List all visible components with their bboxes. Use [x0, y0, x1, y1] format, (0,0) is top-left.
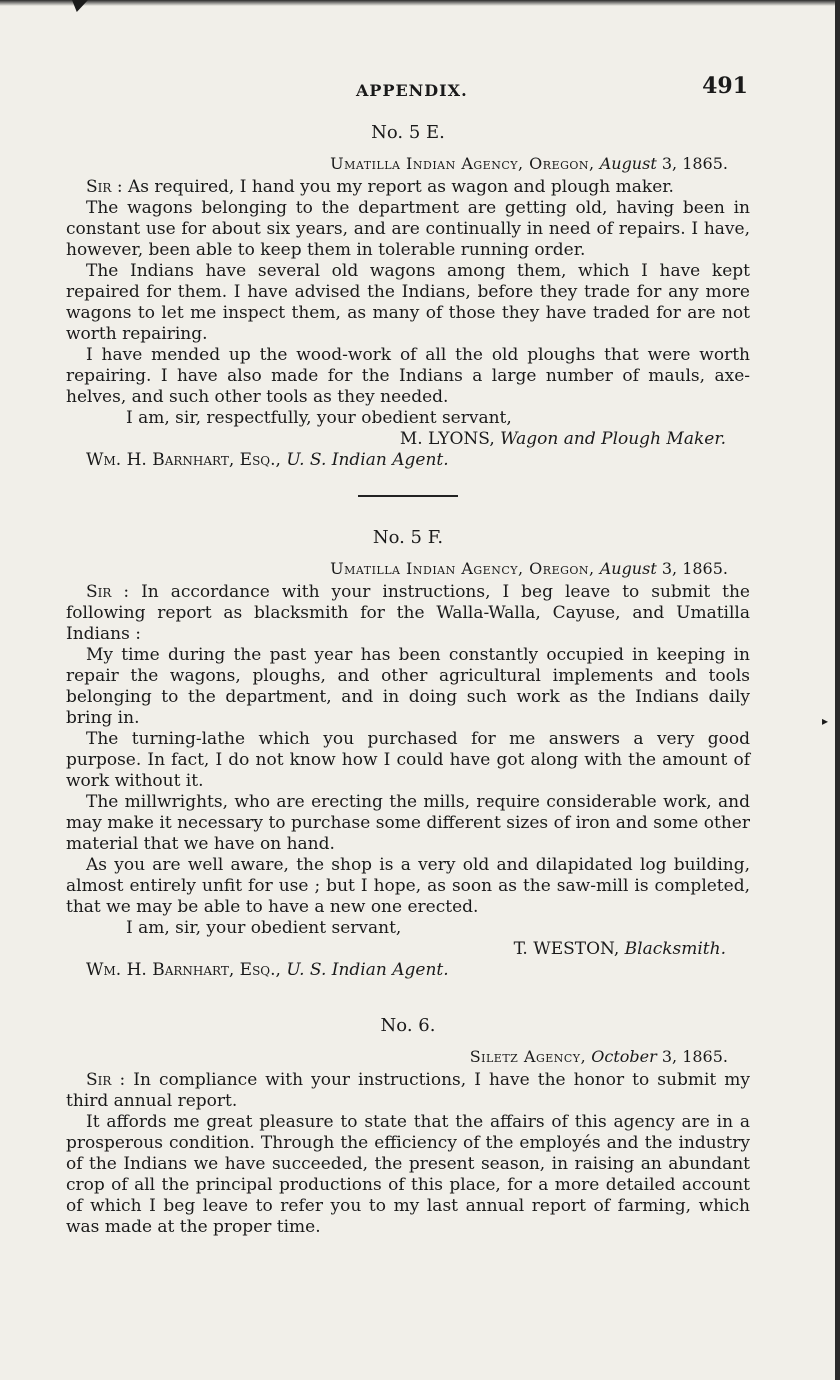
addressee-title: U. S. Indian Agent.: [286, 450, 449, 470]
addressee-name: Wm. H. Barnhart, Esq.,: [86, 960, 281, 980]
section-5f: [66, 527, 750, 981]
signature: [66, 429, 750, 450]
section-divider: [358, 495, 458, 497]
paragraph: The Indians have several old wagons among them, which I have kept repaired for them. I have advised the Indians, before they trade for any more wagons to let me inspect them, as many of those they have traded for are not worth repairing.: [66, 261, 750, 344]
paragraph: My time during the past year has been constantly occupied in keeping in repair the wagons, ploughs, and other agricultural implements and tools belonging to the department, and in doing such work as the Indians daily bring in.: [66, 645, 750, 728]
dateline-rest: 3, 1865.: [661, 559, 728, 578]
addressee: [86, 450, 750, 471]
page-number: 491: [702, 73, 748, 99]
paragraph: The millwrights, who are erecting the mills, require considerable work, and may make it necessary to purchase some different sizes of iron and some other material that we have on hand.: [66, 792, 750, 854]
paragraph-text: In compliance with your instructions, I have the honor to submit my third annual report.: [66, 1070, 750, 1111]
dateline-place: Umatilla Indian Agency, Oregon,: [330, 154, 595, 173]
section-spacer: [66, 981, 750, 1015]
closing: I am, sir, your obedient servant,: [126, 918, 402, 938]
section-number: No. 5 F.: [372, 527, 444, 548]
salutation: Sir :: [86, 1070, 126, 1090]
margin-mark: ▸: [822, 714, 829, 728]
paragraph: I have mended up the wood-work of all the old ploughs that were worth repairing. I have also made for the Indians a large number of mauls, axe-helves, and such other tools as they needed.: [66, 345, 750, 407]
closing: I am, sir, respectfully, your obedient servant,: [126, 408, 512, 428]
paragraph: The turning-lathe which you purchased for me answers a very good purpose. In fact, I do not know how I could have got along with the amount of work without it.: [66, 729, 750, 791]
signer-title: Wagon and Plough Maker.: [500, 429, 726, 449]
signer-name: M. LYONS,: [399, 429, 495, 449]
page: [66, 73, 750, 1238]
paragraph: [66, 1070, 750, 1112]
dateline-month: August: [599, 154, 657, 173]
dateline-month: October: [591, 1047, 657, 1066]
dateline-place: Siletz Agency,: [469, 1047, 587, 1066]
dateline: [66, 1046, 750, 1067]
dateline: [66, 558, 750, 579]
addressee-name: Wm. H. Barnhart, Esq.,: [86, 450, 281, 470]
signer-title: Blacksmith.: [624, 939, 726, 959]
paragraph-text: In accordance with your instructions, I beg leave to submit the following report as blacksmith for the Walla-Walla, Cayuse, and Umatilla Indians :: [66, 582, 750, 644]
paragraph: [66, 177, 750, 198]
scan-right-edge: [835, 0, 840, 1380]
section-6: [66, 1015, 750, 1238]
dateline-rest: 3, 1865.: [661, 154, 728, 173]
section-number: No. 6.: [380, 1015, 436, 1036]
paragraph-text: As required, I hand you my report as wagon and plough maker.: [127, 177, 674, 197]
addressee: [86, 960, 750, 981]
section-5e: [66, 122, 750, 471]
running-head: APPENDIX.: [356, 81, 468, 100]
dateline-month: August: [599, 559, 657, 578]
paragraph: As you are well aware, the shop is a very old and dilapidated log building, almost entirely unfit for use ; but I hope, as soon as the saw-mill is completed, that we may be able to have a new one erected.: [66, 855, 750, 917]
scan-top-edge: [0, 0, 840, 6]
scan-corner-mark: [72, 0, 88, 12]
salutation: Sir :: [86, 177, 123, 197]
dateline: [66, 153, 750, 174]
salutation: Sir :: [86, 582, 130, 602]
signature: [66, 939, 750, 960]
section-number: No. 5 E.: [371, 122, 445, 143]
page-header: [66, 73, 750, 102]
dateline-rest: 3, 1865.: [661, 1047, 728, 1066]
signer-name: T. WESTON,: [513, 939, 620, 959]
paragraph: The wagons belonging to the department are getting old, having been in constant use for about six years, and are continually in need of repairs. I have, however, been able to keep them in tolerable running order.: [66, 198, 750, 260]
paragraph: It affords me great pleasure to state that the affairs of this agency are in a prosperous condition. Through the efficiency of the employés and the industry of the Indians we have succeeded, the present season, in raising an abundant crop of all the principal productions of this place, for a more detailed account of which I beg leave to refer you to my last annual report of farming, which was made at the proper time.: [66, 1112, 750, 1237]
paragraph: [66, 582, 750, 645]
addressee-title: U. S. Indian Agent.: [286, 960, 449, 980]
dateline-place: Umatilla Indian Agency, Oregon,: [330, 559, 595, 578]
